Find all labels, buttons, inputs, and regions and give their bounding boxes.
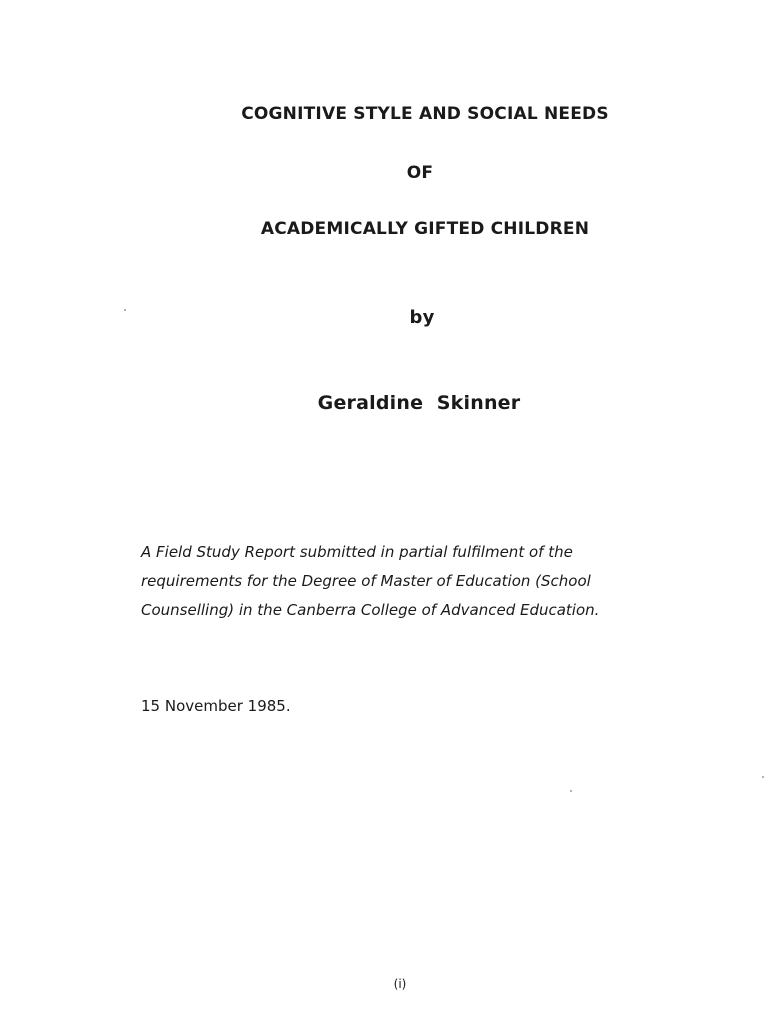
description-line: requirements for the Degree of Master of Education (School bbox=[141, 572, 591, 590]
page-number: (i) bbox=[393, 977, 407, 991]
byline: by bbox=[409, 307, 435, 328]
title-line-2: OF bbox=[406, 163, 434, 183]
title-line-3: ACADEMICALLY GIFTED CHILDREN bbox=[260, 219, 590, 239]
scan-speck bbox=[762, 776, 764, 778]
submission-date: 15 November 1985. bbox=[141, 697, 291, 715]
report-description bbox=[141, 538, 701, 625]
description-line: A Field Study Report submitted in partial fulfilment of the bbox=[141, 543, 573, 561]
title-line-1: COGNITIVE STYLE AND SOCIAL NEEDS bbox=[241, 104, 609, 124]
scan-speck bbox=[570, 790, 572, 792]
description-line: Counselling) in the Canberra College of Advanced Education. bbox=[141, 601, 600, 619]
author-name: Geraldine Skinner bbox=[317, 392, 521, 414]
scan-speck bbox=[124, 309, 126, 311]
